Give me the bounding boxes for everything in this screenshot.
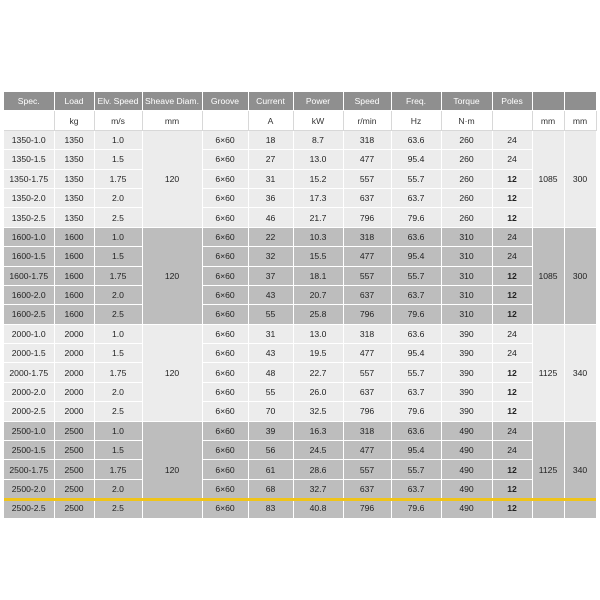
spec-table [4,92,597,519]
cell-groove: 6×60 [202,285,248,304]
cell-spec: 1600-2.0 [4,285,54,304]
cell-poles: 12 [492,363,532,382]
cell-speed: 637 [343,479,391,498]
cell-current: 36 [248,188,293,207]
cell-load: 1600 [54,247,94,266]
cell-poles: 12 [492,208,532,227]
cell-power: 40.8 [293,499,343,518]
cell-poles: 24 [492,247,532,266]
table-row [4,208,596,227]
cell-poles: 12 [492,382,532,401]
cell-power: 17.3 [293,188,343,207]
cell-load: 1350 [54,130,94,149]
cell-spec: 2500-1.75 [4,460,54,479]
cell-speed: 477 [343,344,391,363]
cell-speed: 557 [343,266,391,285]
cell-poles: 24 [492,344,532,363]
cell-poles: 12 [492,499,532,518]
cell-elv-speed: 2.0 [94,479,142,498]
cell-current: 43 [248,285,293,304]
table-row [4,169,596,188]
cell-sheave-diam: 120 [142,421,202,518]
cell-speed: 318 [343,227,391,246]
cell-torque: 260 [441,130,492,149]
unit-groove [202,111,248,130]
cell-spec: 2000-2.5 [4,402,54,421]
cell-freq: 79.6 [391,305,441,324]
cell-power: 25.8 [293,305,343,324]
table-group [4,421,596,518]
cell-dim-2: 340 [564,421,596,518]
table-group [4,227,596,324]
cell-speed: 637 [343,285,391,304]
cell-groove: 6×60 [202,150,248,169]
cell-elv-speed: 2.5 [94,208,142,227]
cell-torque: 490 [441,479,492,498]
cell-poles: 24 [492,227,532,246]
cell-dim-1: 1125 [532,324,564,421]
unit-sheave-diam: mm [142,111,202,130]
cell-speed: 477 [343,247,391,266]
cell-speed: 637 [343,188,391,207]
cell-load: 1600 [54,227,94,246]
table-row [4,441,596,460]
cell-groove: 6×60 [202,363,248,382]
cell-current: 37 [248,266,293,285]
cell-spec: 2500-1.0 [4,421,54,440]
cell-dim-2: 300 [564,227,596,324]
cell-elv-speed: 1.5 [94,441,142,460]
cell-poles: 24 [492,441,532,460]
cell-current: 27 [248,150,293,169]
cell-spec: 1600-1.0 [4,227,54,246]
cell-elv-speed: 1.0 [94,227,142,246]
cell-elv-speed: 2.5 [94,305,142,324]
cell-power: 13.0 [293,324,343,343]
bottom-accent-line [4,498,596,501]
cell-poles: 12 [492,169,532,188]
unit-current: A [248,111,293,130]
cell-power: 32.5 [293,402,343,421]
cell-speed: 318 [343,421,391,440]
header-elv-speed: Elv. Speed [94,92,142,111]
cell-power: 19.5 [293,344,343,363]
unit-row [4,111,596,130]
cell-groove: 6×60 [202,227,248,246]
header-spec: Spec. [4,92,54,111]
cell-freq: 63.6 [391,227,441,246]
cell-freq: 55.7 [391,169,441,188]
cell-torque: 260 [441,208,492,227]
cell-load: 2000 [54,344,94,363]
cell-elv-speed: 2.0 [94,382,142,401]
cell-current: 46 [248,208,293,227]
cell-speed: 796 [343,305,391,324]
cell-poles: 24 [492,421,532,440]
header-torque: Torque [441,92,492,111]
cell-groove: 6×60 [202,421,248,440]
cell-current: 83 [248,499,293,518]
cell-load: 2500 [54,479,94,498]
cell-poles: 12 [492,479,532,498]
cell-sheave-diam: 120 [142,227,202,324]
cell-spec: 2500-2.0 [4,479,54,498]
cell-elv-speed: 1.75 [94,460,142,479]
cell-torque: 310 [441,227,492,246]
cell-power: 8.7 [293,130,343,149]
cell-spec: 1350-1.0 [4,130,54,149]
cell-groove: 6×60 [202,460,248,479]
cell-speed: 637 [343,382,391,401]
cell-freq: 63.7 [391,285,441,304]
cell-poles: 12 [492,305,532,324]
table-row [4,266,596,285]
cell-groove: 6×60 [202,247,248,266]
cell-torque: 390 [441,344,492,363]
cell-torque: 310 [441,247,492,266]
cell-torque: 310 [441,305,492,324]
cell-poles: 24 [492,130,532,149]
header-dim-1 [532,92,564,111]
cell-elv-speed: 1.0 [94,324,142,343]
cell-freq: 63.7 [391,479,441,498]
table-row [4,324,596,343]
cell-spec: 1350-2.0 [4,188,54,207]
cell-load: 2000 [54,402,94,421]
header-groove: Groove [202,92,248,111]
cell-torque: 490 [441,460,492,479]
cell-speed: 796 [343,402,391,421]
cell-groove: 6×60 [202,382,248,401]
cell-groove: 6×60 [202,188,248,207]
cell-freq: 63.7 [391,382,441,401]
cell-spec: 2000-1.5 [4,344,54,363]
unit-load: kg [54,111,94,130]
cell-load: 2500 [54,421,94,440]
cell-elv-speed: 1.0 [94,421,142,440]
header-row [4,92,596,111]
cell-freq: 95.4 [391,247,441,266]
cell-power: 24.5 [293,441,343,460]
cell-spec: 1350-1.75 [4,169,54,188]
cell-current: 61 [248,460,293,479]
cell-current: 22 [248,227,293,246]
header-current: Current [248,92,293,111]
cell-poles: 12 [492,285,532,304]
cell-speed: 557 [343,460,391,479]
cell-power: 20.7 [293,285,343,304]
cell-groove: 6×60 [202,402,248,421]
table-row [4,130,596,149]
cell-current: 48 [248,363,293,382]
cell-elv-speed: 2.0 [94,285,142,304]
cell-load: 1600 [54,285,94,304]
cell-power: 18.1 [293,266,343,285]
table-row [4,382,596,401]
cell-elv-speed: 1.5 [94,344,142,363]
table-group [4,130,596,227]
cell-groove: 6×60 [202,479,248,498]
header-sheave-diam: Sheave Diam. [142,92,202,111]
cell-freq: 55.7 [391,460,441,479]
cell-freq: 95.4 [391,150,441,169]
cell-torque: 490 [441,421,492,440]
cell-elv-speed: 2.5 [94,402,142,421]
table-row [4,188,596,207]
cell-torque: 260 [441,188,492,207]
header-dim-2 [564,92,596,111]
cell-groove: 6×60 [202,305,248,324]
cell-groove: 6×60 [202,324,248,343]
cell-groove: 6×60 [202,208,248,227]
cell-spec: 1600-1.75 [4,266,54,285]
cell-torque: 390 [441,324,492,343]
cell-groove: 6×60 [202,441,248,460]
cell-poles: 12 [492,266,532,285]
cell-poles: 12 [492,460,532,479]
cell-current: 56 [248,441,293,460]
cell-freq: 63.6 [391,421,441,440]
cell-speed: 318 [343,130,391,149]
cell-torque: 260 [441,150,492,169]
table-row [4,247,596,266]
cell-elv-speed: 1.75 [94,363,142,382]
cell-sheave-diam: 120 [142,130,202,227]
cell-speed: 318 [343,324,391,343]
cell-power: 15.5 [293,247,343,266]
unit-torque: N·m [441,111,492,130]
cell-power: 32.7 [293,479,343,498]
cell-freq: 63.6 [391,324,441,343]
cell-torque: 390 [441,382,492,401]
cell-torque: 310 [441,266,492,285]
cell-spec: 2500-2.5 [4,499,54,518]
unit-spec [4,111,54,130]
cell-load: 1350 [54,150,94,169]
cell-elv-speed: 2.0 [94,188,142,207]
cell-freq: 95.4 [391,344,441,363]
unit-freq: Hz [391,111,441,130]
table-row [4,227,596,246]
unit-speed: r/min [343,111,391,130]
table-row [4,421,596,440]
cell-torque: 490 [441,441,492,460]
cell-dim-2: 340 [564,324,596,421]
cell-load: 1600 [54,305,94,324]
cell-spec: 1350-2.5 [4,208,54,227]
cell-power: 28.6 [293,460,343,479]
cell-groove: 6×60 [202,344,248,363]
table-row [4,499,596,518]
cell-current: 32 [248,247,293,266]
cell-current: 18 [248,130,293,149]
cell-speed: 796 [343,208,391,227]
cell-power: 16.3 [293,421,343,440]
cell-speed: 557 [343,363,391,382]
unit-power: kW [293,111,343,130]
unit-dim-1: mm [532,111,564,130]
cell-load: 1350 [54,208,94,227]
table-row [4,460,596,479]
cell-elv-speed: 1.5 [94,247,142,266]
cell-speed: 796 [343,499,391,518]
cell-spec: 2000-1.75 [4,363,54,382]
cell-freq: 63.7 [391,188,441,207]
cell-speed: 477 [343,441,391,460]
cell-current: 68 [248,479,293,498]
cell-torque: 310 [441,285,492,304]
cell-freq: 63.6 [391,130,441,149]
cell-dim-1: 1085 [532,227,564,324]
cell-load: 2500 [54,460,94,479]
cell-load: 1350 [54,169,94,188]
table-row [4,402,596,421]
table-row [4,150,596,169]
cell-load: 2500 [54,499,94,518]
cell-freq: 55.7 [391,266,441,285]
cell-groove: 6×60 [202,130,248,149]
cell-poles: 24 [492,324,532,343]
unit-dim-2: mm [564,111,596,130]
cell-power: 21.7 [293,208,343,227]
cell-load: 2000 [54,324,94,343]
cell-current: 39 [248,421,293,440]
cell-current: 31 [248,324,293,343]
cell-poles: 24 [492,150,532,169]
cell-poles: 12 [492,402,532,421]
cell-freq: 79.6 [391,208,441,227]
table-row [4,363,596,382]
cell-groove: 6×60 [202,169,248,188]
cell-torque: 390 [441,402,492,421]
cell-spec: 2500-1.5 [4,441,54,460]
unit-poles [492,111,532,130]
cell-poles: 12 [492,188,532,207]
cell-current: 70 [248,402,293,421]
cell-groove: 6×60 [202,266,248,285]
cell-elv-speed: 1.75 [94,169,142,188]
cell-dim-2: 300 [564,130,596,227]
cell-current: 43 [248,344,293,363]
cell-current: 55 [248,382,293,401]
table-row [4,285,596,304]
table-row [4,479,596,498]
cell-load: 2000 [54,382,94,401]
cell-torque: 260 [441,169,492,188]
cell-spec: 1350-1.5 [4,150,54,169]
cell-load: 1600 [54,266,94,285]
table-row [4,344,596,363]
cell-elv-speed: 1.75 [94,266,142,285]
cell-spec: 2000-1.0 [4,324,54,343]
table-group [4,324,596,421]
cell-elv-speed: 1.5 [94,150,142,169]
cell-groove: 6×60 [202,499,248,518]
cell-load: 1350 [54,188,94,207]
header-freq: Freq. [391,92,441,111]
cell-speed: 477 [343,150,391,169]
cell-torque: 490 [441,499,492,518]
cell-torque: 390 [441,363,492,382]
cell-elv-speed: 2.5 [94,499,142,518]
cell-current: 55 [248,305,293,324]
table-row [4,305,596,324]
cell-spec: 2000-2.0 [4,382,54,401]
unit-elv-speed: m/s [94,111,142,130]
cell-power: 22.7 [293,363,343,382]
cell-freq: 79.6 [391,402,441,421]
cell-load: 2500 [54,441,94,460]
cell-freq: 79.6 [391,499,441,518]
cell-power: 26.0 [293,382,343,401]
cell-spec: 1600-2.5 [4,305,54,324]
header-poles: Poles [492,92,532,111]
cell-power: 13.0 [293,150,343,169]
cell-dim-1: 1085 [532,130,564,227]
cell-dim-1: 1125 [532,421,564,518]
cell-sheave-diam: 120 [142,324,202,421]
cell-spec: 1600-1.5 [4,247,54,266]
cell-elv-speed: 1.0 [94,130,142,149]
cell-current: 31 [248,169,293,188]
cell-freq: 55.7 [391,363,441,382]
header-power: Power [293,92,343,111]
header-load: Load [54,92,94,111]
cell-power: 10.3 [293,227,343,246]
cell-power: 15.2 [293,169,343,188]
cell-load: 2000 [54,363,94,382]
cell-speed: 557 [343,169,391,188]
cell-freq: 95.4 [391,441,441,460]
header-speed: Speed [343,92,391,111]
